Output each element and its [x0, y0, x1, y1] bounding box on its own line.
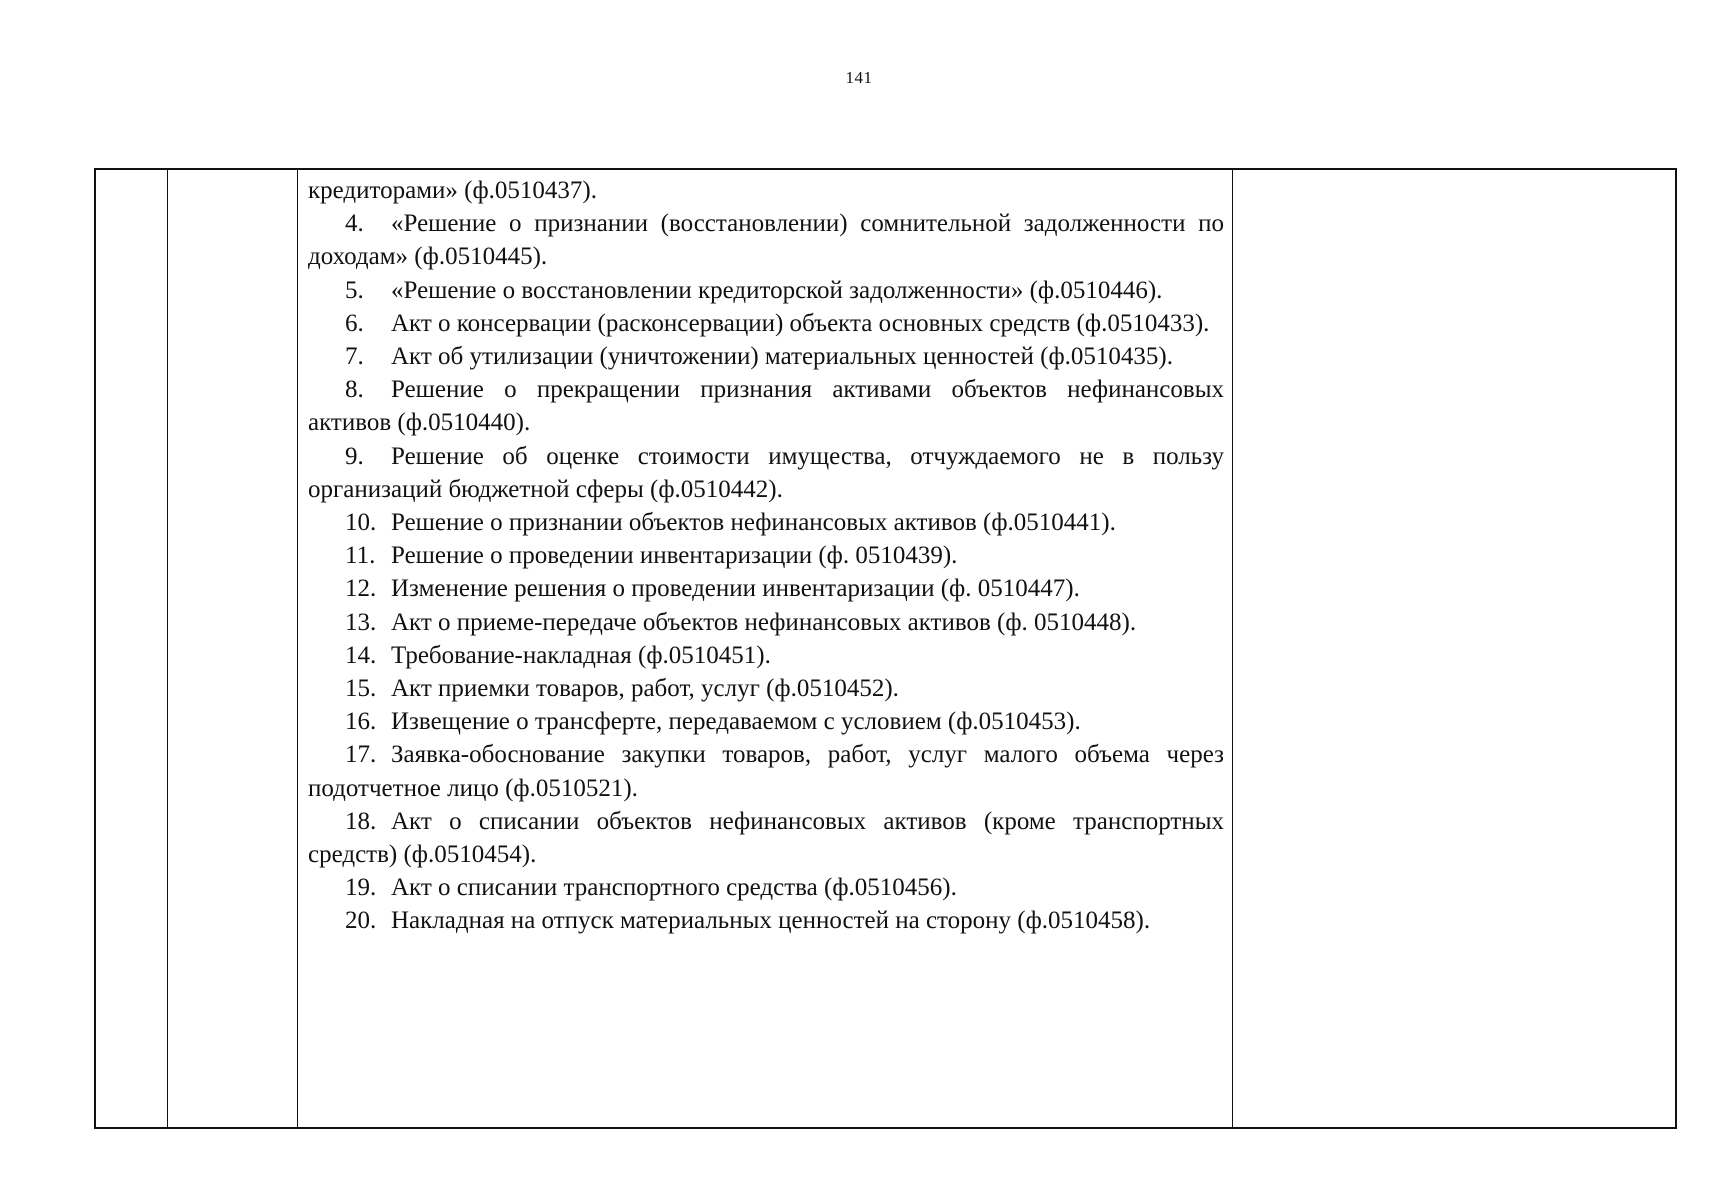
- list-item-number: 17.: [345, 741, 377, 769]
- list-item-number: 5.: [345, 276, 364, 304]
- list-item-number: 8.: [345, 376, 364, 404]
- list-item-text: Извещение о трансферте, передаваемом с условием (ф.0510453).: [391, 708, 1081, 736]
- list-item-number: 10.: [345, 509, 377, 537]
- list-item: [308, 340, 1224, 373]
- list-item-text: Решение о прекращении признания активами объектов нефинансовых активов (ф.0510440).: [308, 376, 1224, 437]
- list-item: [308, 207, 1224, 273]
- list-item-number: 20.: [345, 907, 377, 935]
- list-item-number: 6.: [345, 309, 364, 337]
- column-divider-3: [1232, 170, 1233, 1127]
- list-item-text: Решение об оценке стоимости имущества, отчуждаемого не в пользу организаций бюджетной сферы (ф.0510442).: [308, 442, 1224, 503]
- list-item-text: Накладная на отпуск материальных ценностей на сторону (ф.0510458).: [391, 907, 1151, 935]
- list-item-text: «Решение о восстановлении кредиторской задолженности» (ф.0510446).: [391, 276, 1163, 304]
- list-item-text: Требование-накладная (ф.0510451).: [391, 641, 771, 669]
- list-item-number: 13.: [345, 608, 377, 636]
- list-lead-line: кредиторами» (ф.0510437).: [308, 177, 598, 204]
- list-item: [308, 572, 1224, 605]
- list-item-number: 9.: [345, 442, 364, 470]
- list-item: [308, 738, 1224, 804]
- list-item-number: 18.: [345, 807, 377, 835]
- list-item: [308, 606, 1224, 639]
- list-item-number: 15.: [345, 675, 377, 703]
- list-item-number: 7.: [345, 343, 364, 371]
- list-item-text: Решение о проведении инвентаризации (ф. 0510439).: [391, 542, 958, 570]
- list-item-text: Акт приемки товаров, работ, услуг (ф.0510452).: [391, 675, 899, 703]
- list-item-text: Акт о списании транспортного средства (ф.0510456).: [391, 874, 957, 902]
- list-item-number: 12.: [345, 575, 377, 603]
- list-item-text: Акт о консервации (расконсервации) объекта основных средств (ф.0510433).: [391, 309, 1210, 337]
- list-item: [308, 871, 1224, 904]
- document-list-cell: [308, 174, 1224, 938]
- column-divider-1: [167, 170, 168, 1127]
- document-list: [308, 207, 1224, 937]
- list-item: [308, 274, 1224, 307]
- list-item: [308, 506, 1224, 539]
- list-item: [308, 705, 1224, 738]
- list-item-text: Заявка-обоснование закупки товаров, работ, услуг малого объема через подотчетное лицо (ф.0510521).: [308, 741, 1224, 802]
- page-number: 141: [845, 68, 873, 87]
- list-item: [308, 672, 1224, 705]
- list-item-number: 11.: [345, 542, 376, 570]
- list-item-text: Изменение решения о проведении инвентаризации (ф. 0510447).: [391, 575, 1080, 603]
- list-item: [308, 373, 1224, 439]
- list-item-text: Акт об утилизации (уничтожении) материальных ценностей (ф.0510435).: [391, 343, 1173, 371]
- list-item-number: 4.: [345, 210, 364, 238]
- list-item: [308, 904, 1224, 937]
- list-item-text: Акт о приеме-передаче объектов нефинансовых активов (ф. 0510448).: [391, 608, 1137, 636]
- list-item-text: «Решение о признании (восстановлении) сомнительной задолженности по доходам» (ф.0510445).: [308, 210, 1224, 271]
- list-item: [308, 440, 1224, 506]
- list-item: [308, 307, 1224, 340]
- list-item: [308, 639, 1224, 672]
- list-item-number: 14.: [345, 641, 377, 669]
- list-item-number: 16.: [345, 708, 377, 736]
- list-item: [308, 539, 1224, 572]
- column-divider-2: [297, 170, 298, 1127]
- list-item-number: 19.: [345, 874, 377, 902]
- document-table: [94, 168, 1677, 1129]
- list-item: [308, 805, 1224, 871]
- list-item-text: Решение о признании объектов нефинансовых активов (ф.0510441).: [391, 509, 1116, 537]
- list-item-text: Акт о списании объектов нефинансовых активов (кроме транспортных средств) (ф.0510454).: [308, 807, 1224, 869]
